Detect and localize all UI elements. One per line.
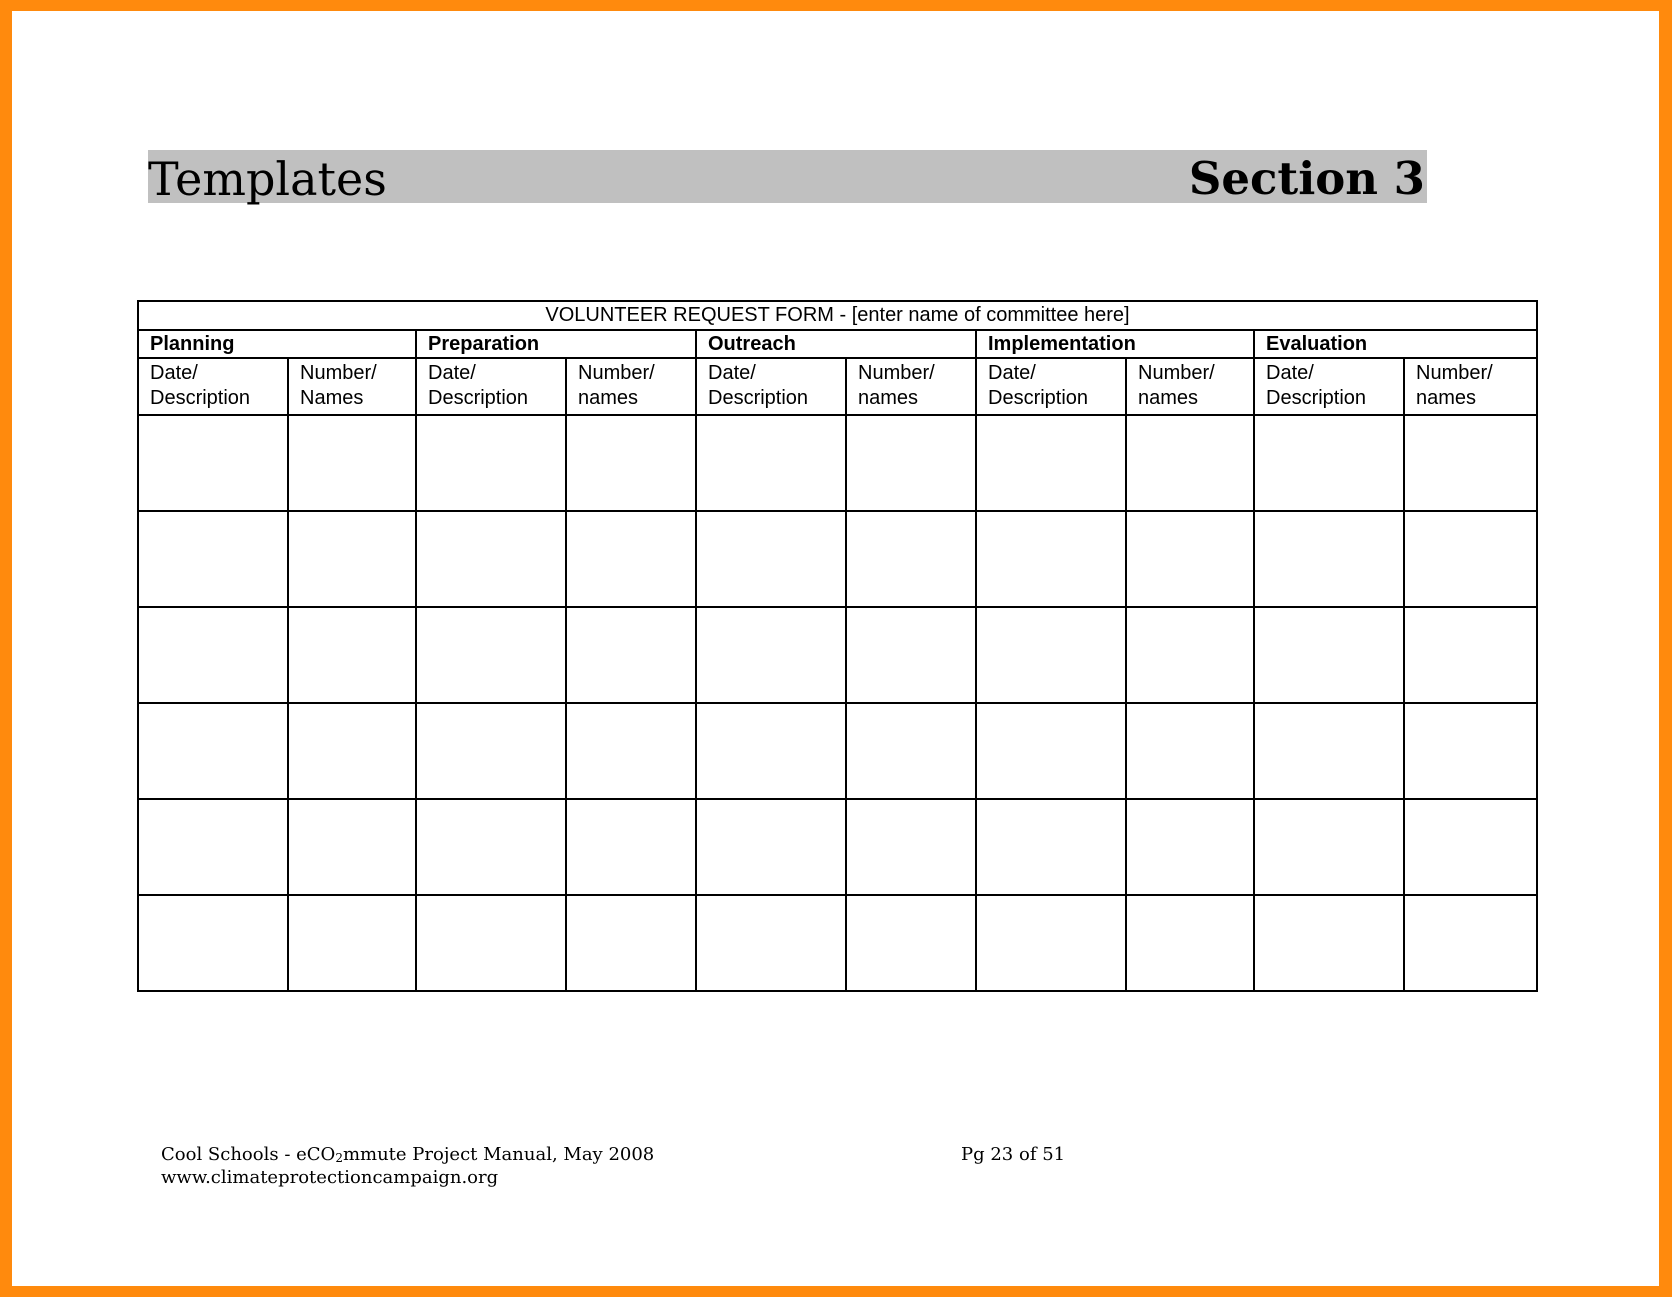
form-entry-cell[interactable] <box>1126 607 1254 703</box>
form-entry-cell[interactable] <box>846 799 976 895</box>
footer-website: www.climateprotectioncampaign.org <box>161 1167 499 1188</box>
form-entry-cell[interactable] <box>138 703 288 799</box>
subheader-preparation-date <box>416 358 566 415</box>
form-entry-cell[interactable] <box>1126 703 1254 799</box>
form-entry-cell[interactable] <box>138 799 288 895</box>
footer-page-number: Pg 23 of 51 <box>961 1144 1066 1165</box>
phase-preparation: Preparation <box>416 330 696 358</box>
form-entry-cell[interactable] <box>976 895 1126 991</box>
subheader-line: names <box>1138 387 1199 409</box>
subheader-line: Description <box>150 387 251 409</box>
form-entry-cell[interactable] <box>846 895 976 991</box>
footer-manual-info <box>161 1143 654 1189</box>
subheader-implementation-date <box>976 358 1126 415</box>
form-entry-cell[interactable] <box>566 799 696 895</box>
subheader-line: Date/ <box>150 362 198 384</box>
form-entry-cell[interactable] <box>696 799 846 895</box>
subheader-line: Number/ <box>858 362 935 384</box>
form-entry-cell[interactable] <box>566 703 696 799</box>
subheader-line: Number/ <box>578 362 655 384</box>
form-entry-cell[interactable] <box>138 607 288 703</box>
subheader-implementation-number <box>1126 358 1254 415</box>
form-entry-cell[interactable] <box>288 415 416 511</box>
form-entry-cell[interactable] <box>1126 799 1254 895</box>
form-entry-cell[interactable] <box>566 607 696 703</box>
form-entry-cell[interactable] <box>976 799 1126 895</box>
form-entry-cell[interactable] <box>288 799 416 895</box>
form-entry-cell[interactable] <box>1254 799 1404 895</box>
subheader-planning-date <box>138 358 288 415</box>
subheader-line: Number/ <box>1138 362 1215 384</box>
subheader-outreach-number <box>846 358 976 415</box>
form-entry-cell[interactable] <box>138 895 288 991</box>
form-entry-cell[interactable] <box>1254 895 1404 991</box>
form-entry-cell[interactable] <box>1126 511 1254 607</box>
table-row <box>138 415 1537 511</box>
phase-header-row <box>138 330 1537 358</box>
subheader-line: Description <box>1266 387 1367 409</box>
subheader-line: Description <box>988 387 1089 409</box>
subheader-line: names <box>1416 387 1477 409</box>
subheader-line: Date/ <box>708 362 756 384</box>
form-entry-cell[interactable] <box>416 799 566 895</box>
header-right-title: Section 3 <box>1188 152 1425 205</box>
form-entry-cell[interactable] <box>1404 895 1537 991</box>
subheader-line: Date/ <box>428 362 476 384</box>
form-entry-cell[interactable] <box>1254 415 1404 511</box>
form-entry-cell[interactable] <box>846 703 976 799</box>
subheader-outreach-date <box>696 358 846 415</box>
form-entry-cell[interactable] <box>138 415 288 511</box>
form-entry-cell[interactable] <box>416 415 566 511</box>
form-entry-cell[interactable] <box>696 607 846 703</box>
form-entry-cell[interactable] <box>288 703 416 799</box>
subheader-line: Names <box>300 387 364 409</box>
form-entry-cell[interactable] <box>1126 415 1254 511</box>
footer-manual-title <box>161 1143 654 1166</box>
subheader-evaluation-date <box>1254 358 1404 415</box>
subheader-line: names <box>858 387 919 409</box>
table-row <box>138 703 1537 799</box>
phase-outreach: Outreach <box>696 330 976 358</box>
form-entry-cell[interactable] <box>138 511 288 607</box>
table-row <box>138 607 1537 703</box>
phase-evaluation: Evaluation <box>1254 330 1537 358</box>
subheader-line: names <box>578 387 639 409</box>
form-entry-cell[interactable] <box>696 895 846 991</box>
form-entry-cell[interactable] <box>1404 799 1537 895</box>
footer-manual-subscript: 2 <box>335 1151 343 1165</box>
form-entry-cell[interactable] <box>566 895 696 991</box>
subheader-line: Date/ <box>1266 362 1314 384</box>
form-entry-cell[interactable] <box>1404 415 1537 511</box>
subheader-line: Description <box>428 387 529 409</box>
form-title: VOLUNTEER REQUEST FORM - [enter name of committee here] <box>138 301 1537 330</box>
footer-manual-prefix: Cool Schools - eCO <box>161 1144 336 1165</box>
subheader-line: Number/ <box>1416 362 1493 384</box>
form-entry-cell[interactable] <box>1404 607 1537 703</box>
form-entry-cell[interactable] <box>976 607 1126 703</box>
form-entry-cell[interactable] <box>416 895 566 991</box>
subheader-line: Number/ <box>300 362 377 384</box>
phase-planning: Planning <box>138 330 416 358</box>
form-entry-cell[interactable] <box>846 607 976 703</box>
form-entry-cell[interactable] <box>696 511 846 607</box>
form-entry-cell[interactable] <box>1254 703 1404 799</box>
form-entry-cell[interactable] <box>976 703 1126 799</box>
form-entry-cell[interactable] <box>416 511 566 607</box>
subheader-evaluation-number <box>1404 358 1537 415</box>
form-entry-cell[interactable] <box>1404 511 1537 607</box>
form-entry-cell[interactable] <box>288 607 416 703</box>
footer-manual-suffix: mmute Project Manual, May 2008 <box>342 1144 655 1165</box>
form-entry-cell[interactable] <box>288 511 416 607</box>
volunteer-request-form-table <box>137 300 1538 992</box>
form-entry-cell[interactable] <box>696 415 846 511</box>
subheader-line: Date/ <box>988 362 1036 384</box>
table-row <box>138 799 1537 895</box>
form-entry-cell[interactable] <box>976 511 1126 607</box>
form-entry-cell[interactable] <box>1254 511 1404 607</box>
form-entry-cell[interactable] <box>416 607 566 703</box>
subheader-line: Description <box>708 387 809 409</box>
form-entry-cell[interactable] <box>1126 895 1254 991</box>
form-entry-cell[interactable] <box>566 511 696 607</box>
table-row <box>138 511 1537 607</box>
phase-implementation: Implementation <box>976 330 1254 358</box>
table-row <box>138 895 1537 991</box>
form-entry-cell[interactable] <box>846 511 976 607</box>
form-entry-cell[interactable] <box>696 703 846 799</box>
subheader-preparation-number <box>566 358 696 415</box>
subheader-row <box>138 358 1537 415</box>
form-entry-cell[interactable] <box>1254 607 1404 703</box>
header-left-title: Templates <box>148 152 387 206</box>
form-entry-cell[interactable] <box>1404 703 1537 799</box>
form-entry-cell[interactable] <box>288 895 416 991</box>
subheader-planning-number <box>288 358 416 415</box>
form-title-row <box>138 301 1537 330</box>
form-entry-cell[interactable] <box>846 415 976 511</box>
form-entry-cell[interactable] <box>976 415 1126 511</box>
form-entry-cell[interactable] <box>566 415 696 511</box>
form-entry-cell[interactable] <box>416 703 566 799</box>
